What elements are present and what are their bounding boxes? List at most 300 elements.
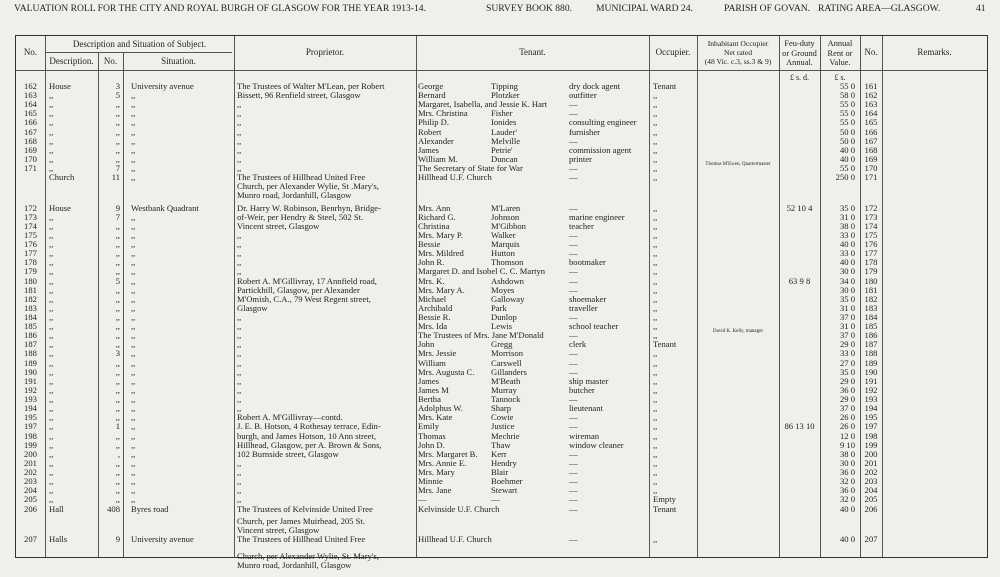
cell-annual-rent: 38 0 [839, 448, 855, 459]
cell-row-number: 182 [24, 293, 37, 304]
cell-occupier: ,, [653, 330, 658, 341]
cell-proprietor: ,, [237, 457, 242, 468]
cell-occupier: ,, [653, 220, 658, 231]
cell-house-number: ,, [115, 403, 120, 414]
cell-occupation: — [569, 266, 578, 277]
cell-row-number-right: 197 [864, 421, 878, 432]
cell-tenant-first-name: Mrs. Mary [418, 467, 455, 478]
cell-house-number: ,, [115, 485, 120, 496]
cell-tenant-surname: Plotzker [491, 90, 520, 101]
cell-house-number: 3 [115, 81, 120, 91]
cell-house-number: 7 [115, 211, 120, 222]
cell-house-number: ,, [115, 248, 120, 259]
cell-description: ,, [49, 220, 54, 231]
cell-annual-rent: 29 0 [839, 394, 855, 405]
cell-description: ,, [49, 275, 54, 286]
cell-description: ,, [49, 153, 54, 164]
cell-row-number-right: 176 [864, 239, 878, 250]
cell-situation: ,, [131, 403, 136, 414]
cell-occupation: — [569, 99, 578, 110]
cell-tenant-surname: Marquis [491, 239, 520, 250]
cell-proprietor: ,, [237, 117, 242, 128]
cell-proprietor: ,, [237, 153, 242, 164]
cell-occupation: traveller [569, 302, 598, 313]
cell-tenant-first-name: Richard G. [418, 211, 456, 222]
survey-book: SURVEY BOOK 880. [486, 3, 573, 14]
cell-row-number-right: 169 [864, 153, 878, 164]
cell-description: ,, [49, 339, 54, 350]
cell-occupier: ,, [653, 357, 658, 368]
rule [779, 36, 780, 557]
cell-occupier: ,, [653, 394, 658, 405]
cell-proprietor: ,, [237, 144, 242, 155]
cell-annual-rent: 29 0 [839, 339, 855, 350]
cell-occupier: ,, [653, 90, 658, 101]
cell-situation: ,, [131, 229, 136, 240]
cell-tenant-surname: Mechrie [491, 430, 520, 441]
cell-tenant-surname: Murray [491, 384, 517, 395]
cell-occupation: furnisher [569, 126, 601, 137]
cell-description: ,, [49, 412, 54, 423]
cell-row-number: 172 [24, 202, 37, 213]
cell-annual-rent: 55 0 [839, 81, 855, 91]
cell-proprietor: ,, [237, 126, 242, 137]
cell-occupation: — [569, 248, 578, 259]
cell-tenant-first-name: Mrs. Christina [418, 108, 468, 119]
cell-description: ,, [49, 467, 54, 478]
cell-annual-rent: 27 0 [839, 357, 855, 368]
cell-description: ,, [49, 248, 54, 259]
cell-row-number: 203 [24, 476, 37, 487]
cell-row-number: 178 [24, 257, 37, 268]
cell-tenant-first-name: Mrs. K. [418, 275, 445, 286]
cell-proprietor: Dr. Harry W. Robinson, Benrhyn, Bridge- [237, 202, 381, 213]
cell-occupier: ,, [653, 467, 658, 478]
cell-house-number: 7 [115, 163, 120, 174]
cell-annual-rent: 36 0 [839, 467, 855, 478]
cell-proprietor: Church, per Alexander Wylie, St. Mary's, [237, 551, 379, 561]
municipal-ward: MUNICIPAL WARD 24. [596, 3, 693, 14]
cell-proprietor: Glasgow [237, 302, 268, 313]
cell-row-number-right: 164 [864, 108, 878, 119]
cell-tenant-first-name: James [418, 375, 440, 386]
col-header-description-group: Description and Situation of Subject. [72, 39, 207, 49]
cell-description: ,, [49, 266, 54, 277]
cell-situation: ,, [131, 457, 136, 468]
cell-tenant-first-name: Philip D. [418, 117, 450, 128]
col-header-feu [779, 39, 820, 68]
cell-tenant-surname: Ionides [491, 117, 517, 128]
cell-house-number: ,, [115, 312, 120, 322]
cell-tenant-first-name: Thomas [418, 430, 446, 441]
cell-occupier: Tenant [653, 503, 677, 514]
cell-occupation: printer [569, 153, 592, 164]
cell-annual-rent: 29 0 [839, 375, 855, 386]
cell-row-number-right: 194 [864, 403, 878, 414]
cell-occupier: ,, [653, 448, 658, 459]
rent-units: £ s. [834, 73, 846, 82]
cell-row-number-right: 192 [864, 384, 878, 395]
cell-house-number: ,, [115, 412, 120, 423]
cell-house-number: ,, [115, 266, 120, 277]
cell-situation: ,, [131, 302, 136, 313]
cell-annual-rent: 30 0 [839, 284, 855, 295]
cell-occupation: bootmaker [569, 257, 606, 268]
cell-annual-rent: 40 0 [839, 257, 855, 268]
cell-row-number-right: 184 [864, 312, 878, 322]
cell-row-number: 202 [24, 467, 37, 478]
cell-row-number: 207 [24, 533, 37, 544]
cell-row-number-right: 199 [864, 439, 878, 450]
cell-occupier: ,, [653, 533, 658, 544]
cell-feu-duty: 63 9 8 [788, 275, 811, 286]
cell-proprietor: Bissett, 96 Renfield street, Glasgow [237, 90, 361, 101]
inhabitant-line3: (48 Vic. c.3, ss.3 & 9) [704, 57, 772, 66]
rule [45, 52, 232, 53]
cell-tenant-first-name: George [418, 81, 444, 91]
cell-row-number: 183 [24, 302, 37, 313]
cell-tenant-first-name: Mrs. Margaret B. [418, 448, 478, 459]
cell-description: ,, [49, 384, 54, 395]
cell-tenant-surname: Park [491, 302, 507, 313]
cell-occupier: ,, [653, 275, 658, 286]
cell-row-number: 201 [24, 457, 37, 468]
cell-house-number: 408 [107, 503, 120, 514]
col-header-situation: Situation. [161, 56, 196, 66]
cell-tenant-first-name: Archibald [418, 302, 453, 313]
cell-row-number-right: 167 [864, 135, 878, 146]
cell-proprietor: Vincent street, Glasgow [237, 220, 320, 231]
feu-line2: or Ground [782, 48, 817, 58]
cell-occupier: ,, [653, 375, 658, 386]
cell-annual-rent: 32 0 [839, 494, 855, 505]
cell-house-number: ,, [115, 239, 120, 250]
cell-situation: ,, [131, 117, 136, 128]
cell-row-number: 166 [24, 117, 37, 128]
cell-row-number: 191 [24, 375, 37, 386]
cell-row-number: 200 [24, 448, 37, 459]
cell-description: ,, [49, 439, 54, 450]
cell-tenant-first-name: Bessie [418, 239, 441, 250]
cell-row-number-right: 188 [864, 348, 878, 359]
cell-annual-rent: 35 0 [839, 202, 855, 213]
cell-tenant-surname: Carswell [491, 357, 522, 368]
cell-tenant-surname: Lauder' [491, 126, 517, 137]
cell-row-number-right: 161 [864, 81, 878, 91]
cell-tenant-first-name: John [418, 339, 435, 350]
cell-tenant-first-name: James M [418, 384, 449, 395]
cell-description: Halls [49, 533, 68, 544]
cell-occupation: — [569, 284, 578, 295]
cell-occupier: ,, [653, 144, 658, 155]
cell-tenant-first-name: — [418, 494, 427, 505]
cell-occupation: teacher [569, 220, 594, 231]
cell-tenant-surname: Ashdown [491, 275, 524, 286]
cell-situation: ,, [131, 321, 136, 332]
cell-occupier: ,, [653, 485, 658, 496]
cell-proprietor: ,, [237, 99, 242, 110]
cell-description: ,, [49, 421, 54, 432]
cell-row-number-right: 179 [864, 266, 878, 277]
cell-row-number: 194 [24, 403, 37, 414]
cell-row-number: 167 [24, 126, 37, 137]
cell-house-number: ,, [115, 366, 120, 377]
cell-tenant-surname: Thomson [491, 257, 524, 268]
cell-row-number: 169 [24, 144, 37, 155]
cell-occupation: dry dock agent [569, 81, 621, 91]
cell-house-number: ,, [115, 284, 120, 295]
cell-proprietor: Hillhead, Glasgow, per A. Brown & Sons, [237, 439, 382, 450]
cell-row-number: 177 [24, 248, 37, 259]
cell-proprietor: burgh, and James Hotson, 10 Ann street, [237, 430, 376, 441]
cell-situation: ,, [131, 266, 136, 277]
cell-situation: ,, [131, 163, 136, 174]
cell-occupier: ,, [653, 202, 658, 213]
cell-proprietor: of-Weir, per Hendry & Steel, 502 St. [237, 211, 364, 222]
cell-annual-rent: 50 0 [839, 135, 855, 146]
cell-tenant-surname: Justice [491, 421, 515, 432]
cell-house-number: 9 [115, 533, 120, 544]
rule [697, 36, 698, 557]
cell-proprietor: ,, [237, 312, 242, 322]
cell-row-number-right: 177 [864, 248, 878, 259]
cell-situation: ,, [131, 421, 136, 432]
cell-annual-rent: 33 0 [839, 348, 855, 359]
cell-proprietor: Munro road, Jordanhill, Glasgow [237, 190, 352, 201]
cell-description: ,, [49, 126, 54, 137]
cell-annual-rent: 58 0 [839, 90, 855, 101]
cell-annual-rent: 55 0 [839, 163, 855, 174]
cell-situation: ,, [131, 430, 136, 441]
cell-house-number: ,, [115, 144, 120, 155]
cell-situation: Byres road [131, 503, 169, 514]
cell-annual-rent: 35 0 [839, 293, 855, 304]
cell-proprietor: ,, [237, 239, 242, 250]
cell-proprietor: ,, [237, 330, 242, 341]
cell-annual-rent: 31 0 [839, 302, 855, 313]
cell-tenant-first-name: Emily [418, 421, 440, 432]
cell-occupier: ,, [653, 163, 658, 174]
cell-occupation: — [569, 457, 578, 468]
cell-proprietor: ,, [237, 467, 242, 478]
cell-tenant-first-name: Bernard [418, 90, 446, 101]
cell-tenant-first-name: Mrs. Augusta C. [418, 366, 475, 377]
cell-occupation: consulting engineer [569, 117, 637, 128]
rating-area: RATING AREA—GLASGOW. [818, 3, 941, 14]
cell-occupier: ,, [653, 229, 658, 240]
cell-proprietor: 102 Burnside street, Glasgow [237, 448, 339, 459]
cell-occupation: lieutenant [569, 403, 603, 414]
cell-house-number: ,, [115, 494, 120, 505]
cell-row-number-right: 174 [864, 220, 878, 231]
cell-house-number: 9 [115, 202, 120, 213]
cell-description: ,, [49, 135, 54, 146]
cell-occupier: ,, [653, 248, 658, 259]
cell-proprietor: ,, [237, 257, 242, 268]
cell-tenant-surname: Hutton [491, 248, 515, 259]
cell-annual-rent: 30 0 [839, 266, 855, 277]
cell-proprietor: Partickhill, Glasgow, per Alexander [237, 284, 360, 295]
cell-occupier: Tenant [653, 81, 677, 91]
cell-row-number: 168 [24, 135, 37, 146]
cell-situation: ,, [131, 293, 136, 304]
cell-tenant-surname: Johnson [491, 211, 520, 222]
cell-row-number-right: 183 [864, 302, 878, 313]
cell-row-number: 170 [24, 153, 37, 164]
cell-tenant-surname: Hendry [491, 457, 517, 468]
cell-description: House [49, 81, 71, 91]
cell-occupation: — [569, 412, 578, 423]
cell-occupier: ,, [653, 421, 658, 432]
valuation-table [15, 35, 988, 571]
cell-tenant-first-name: Margaret D. and Isobel C. C. Martyn [418, 266, 546, 277]
cell-row-number-right: 168 [864, 144, 878, 155]
cell-tenant-first-name: Mrs. Kate [418, 412, 453, 423]
cell-tenant-first-name: Bessie R. [418, 312, 451, 322]
cell-row-number: 195 [24, 412, 37, 423]
cell-situation: ,, [131, 375, 136, 386]
cell-row-number-right: 206 [864, 503, 878, 514]
cell-house-number: ,, [115, 99, 120, 110]
cell-occupation: — [569, 357, 578, 368]
cell-tenant-first-name: The Secretary of State for War [418, 163, 523, 174]
cell-description: ,, [49, 375, 54, 386]
cell-description: ,, [49, 293, 54, 304]
cell-row-number-right: 186 [864, 330, 878, 341]
cell-occupation: — [569, 476, 578, 487]
cell-row-number-right: 180 [864, 275, 878, 286]
cell-situation: ,, [131, 366, 136, 377]
cell-house-number: 5 [115, 90, 120, 101]
cell-tenant-first-name: Minnie [418, 476, 443, 487]
cell-occupation: clerk [569, 339, 587, 350]
cell-proprietor: Church, per Alexander Wylie, St .Mary's, [237, 181, 379, 192]
cell-situation: ,, [131, 330, 136, 341]
cell-situation: ,, [131, 257, 136, 268]
cell-occupation: — [569, 533, 578, 544]
cell-row-number-right: 181 [864, 284, 878, 295]
cell-house-number: 3 [115, 348, 120, 359]
cell-row-number-right: 202 [864, 467, 878, 478]
cell-occupier: ,, [653, 172, 658, 183]
cell-row-number-right: 201 [864, 457, 878, 468]
cell-annual-rent: 40 0 [839, 239, 855, 250]
col-header-number: No. [103, 56, 118, 66]
cell-occupier: ,, [653, 99, 658, 110]
cell-proprietor: Robert A. M'Gillivray—contd. [237, 412, 343, 423]
cell-row-number-right: 195 [864, 412, 878, 423]
cell-situation: ,, [131, 439, 136, 450]
cell-annual-rent: 9 10 [839, 439, 855, 450]
cell-annual-rent: 55 0 [839, 117, 855, 128]
cell-tenant-surname: Tannock [491, 394, 521, 405]
cell-house-number: ,, [115, 108, 120, 119]
cell-situation: ,, [131, 220, 136, 231]
feu-units: £ s. d. [789, 73, 810, 82]
cell-annual-rent: 38 0 [839, 220, 855, 231]
cell-tenant-surname: Duncan [491, 153, 518, 164]
cell-occupation: — [569, 394, 578, 405]
cell-occupation: — [569, 239, 578, 250]
cell-description: ,, [49, 494, 54, 505]
cell-tenant-first-name: Robert [418, 126, 442, 137]
cell-description: ,, [49, 321, 54, 332]
cell-row-number-right: 189 [864, 357, 878, 368]
cell-annual-rent: 37 0 [839, 312, 855, 322]
cell-occupier: ,, [653, 321, 658, 332]
cell-occupation: butcher [569, 384, 595, 395]
cell-situation: ,, [131, 239, 136, 250]
cell-feu-duty: 86 13 10 [784, 421, 815, 432]
cell-proprietor: The Trustees of Walter M'Lean, per Robert [237, 81, 385, 91]
cell-situation: ,, [131, 126, 136, 137]
rent-line3: Value. [829, 58, 851, 67]
cell-row-number-right: 182 [864, 293, 878, 304]
cell-annual-rent: 35 0 [839, 366, 855, 377]
cell-occupation: — [569, 485, 578, 496]
cell-situation: ,, [131, 357, 136, 368]
cell-row-number-right: 204 [864, 485, 878, 496]
cell-situation: ,, [131, 248, 136, 259]
cell-proprietor: The Trustees of Hillhead United Free [237, 533, 366, 544]
cell-annual-rent: 37 0 [839, 403, 855, 414]
cell-tenant-surname: Stewart [491, 485, 518, 496]
cell-occupation: commission agent [569, 144, 632, 155]
cell-situation: ,, [131, 135, 136, 146]
cell-proprietor: ,, [237, 339, 242, 350]
cell-proprietor: ,, [237, 403, 242, 414]
cell-proprietor: ,, [237, 348, 242, 359]
cell-description: ,, [49, 284, 54, 295]
cell-tenant-surname: Fisher [491, 108, 513, 119]
cell-situation: ,, [131, 485, 136, 496]
cell-tenant-first-name: William [418, 357, 446, 368]
cell-tenant-first-name: James [418, 144, 440, 155]
cell-tenant-surname: Sharp [491, 403, 512, 414]
cell-row-number-right: 187 [864, 339, 878, 350]
cell-proprietor: Church, per James Muirhead, 205 St. [237, 515, 365, 526]
cell-occupation: — [569, 172, 578, 183]
roll-title: VALUATION ROLL FOR THE CITY AND ROYAL BURGH OF GLASGOW FOR THE YEAR 1913-14. [14, 3, 427, 14]
cell-tenant-surname: Lewis [491, 321, 513, 332]
cell-house-number: ,, [115, 439, 120, 450]
cell-tenant-surname: Melville [491, 135, 521, 146]
cell-situation: ,, [131, 312, 136, 322]
cell-tenant-surname: Dunlop [491, 312, 517, 322]
cell-row-number: 171 [24, 163, 37, 174]
cell-occupation: school teacher [569, 321, 619, 332]
cell-occupier: ,, [653, 384, 658, 395]
cell-row-number-right: 165 [864, 117, 878, 128]
cell-row-number-right: 166 [864, 126, 878, 137]
cell-row-number: 198 [24, 430, 37, 441]
page-header [14, 3, 990, 17]
cell-proprietor: M'Omish, C.A., 79 West Regent street, [237, 293, 371, 304]
rent-line1: Annual [827, 39, 853, 48]
cell-proprietor: ,, [237, 229, 242, 240]
cell-row-number: 186 [24, 330, 37, 341]
cell-tenant-surname: Morrison [491, 348, 523, 359]
cell-situation: ,, [131, 348, 136, 359]
cell-row-number: 205 [24, 494, 37, 505]
cell-occupier: ,, [653, 108, 658, 119]
cell-occupation: — [569, 494, 578, 505]
cell-occupier: ,, [653, 476, 658, 487]
cell-house-number: ,, [115, 375, 120, 386]
cell-description: ,, [49, 457, 54, 468]
cell-house-number: ,, [115, 321, 120, 332]
cell-description: Hall [49, 503, 64, 514]
